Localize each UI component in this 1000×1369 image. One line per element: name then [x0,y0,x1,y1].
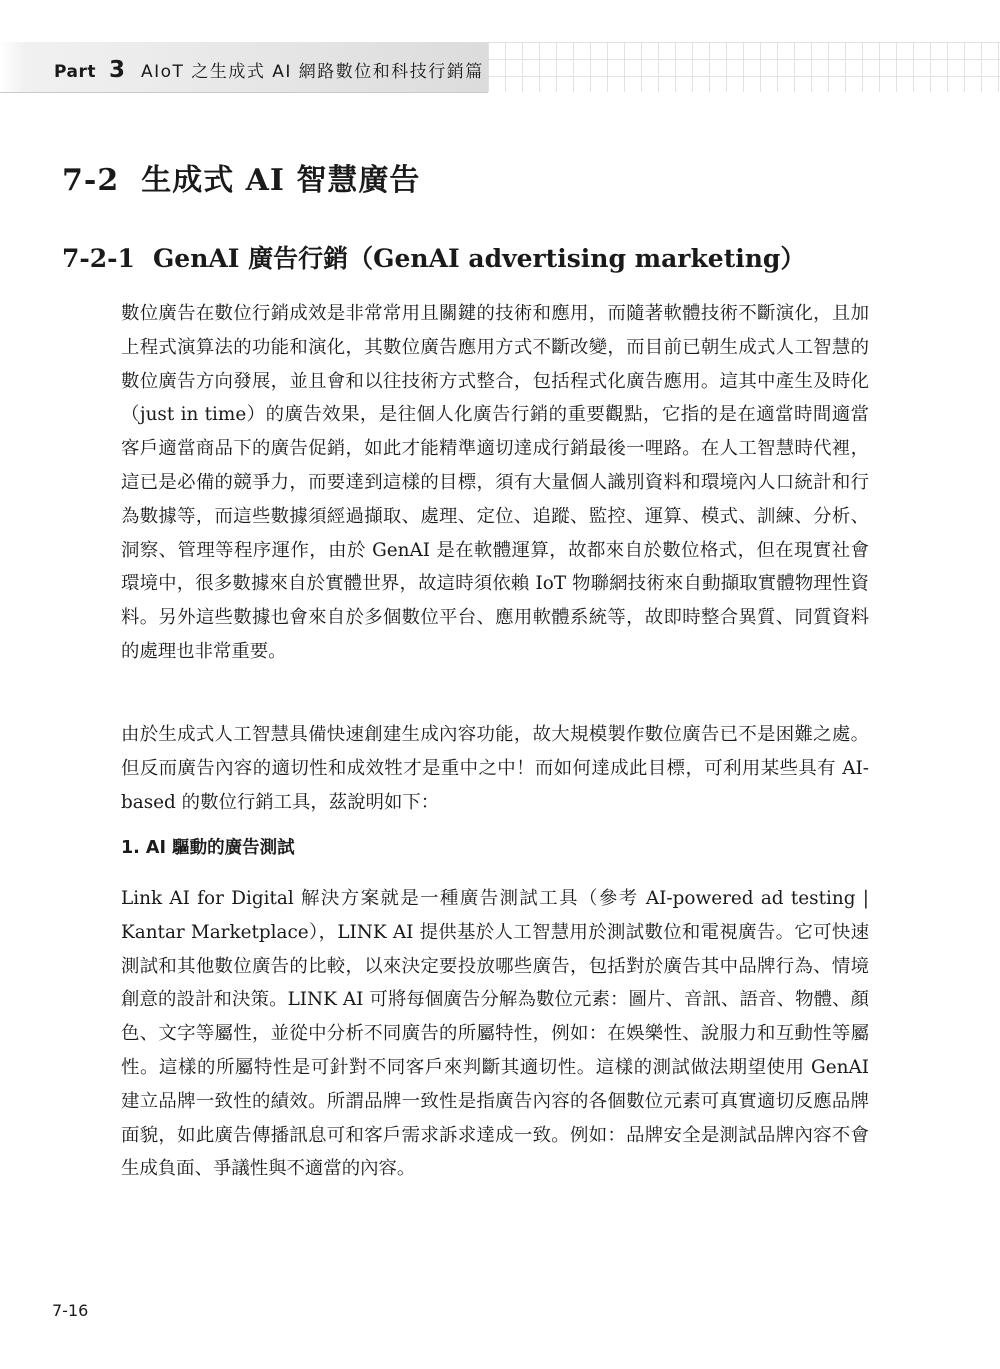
list-item-heading: 1. AI 驅動的廣告測試 [121,838,295,858]
body-paragraph-3: Link AI for Digital 解決方案就是一種廣告測試工具（參考 AI-powered ad testing | Kantar Marketplace），LINK AI 提供基於人工智慧用於測試數位和電視廣告。它可快速測試和其他數位廣告的比較，以來決定要投放哪些廣告，包括對於廣告其中品牌行為、情境創意的設計和決策。LINK AI 可將每個廣告分解為數位元素：圖片、音訊、語音、物體、顏色、文字等屬性，並從中分析不同廣告的所屬特性，例如：在娛樂性、說服力和互動性等屬性。這樣的所屬特性是可針對不同客戶來判斷其適切性。這樣的測試做法期望使用 GenAI 建立品牌一致性的績效。所謂品牌一致性是指廣告內容的各個數位元素可真實適切反應品牌面貌，如此廣告傳播訊息可和客戶需求訴求達成一致。例如：品牌安全是測試品牌內容不會生成負面、爭議性與不適當的內容。 [121,888,869,1180]
section-number: 7-2 [62,163,120,198]
part-label: Part [54,62,96,82]
header-grid-pattern [488,42,1000,92]
section-heading [62,155,420,199]
running-header [54,57,484,83]
body-paragraph-1: 數位廣告在數位行銷成效是非常常用且關鍵的技術和應用，而隨著軟體技術不斷演化，且加上程式演算法的功能和演化，其數位廣告應用方式不斷改變，而目前已朝生成式人工智慧的數位廣告方向發展，並且會和以往技術方式整合，包括程式化廣告應用。這其中產生及時化（just in time）的廣告效果，是往個人化廣告行銷的重要觀點，它指的是在適當時間適當客戶適當商品下的廣告促銷，如此才能精準適切達成行銷最後一哩路。在人工智慧時代裡，這已是必備的競爭力，而要達到這樣的目標，須有大量個人識別資料和環境內人口統計和行為數據等，而這些數據須經過擷取、處理、定位、追蹤、監控、運算、模式、訓練、分析、洞察、管理等程序運作，由於 GenAI 是在軟體運算，故都來自於數位格式，但在現實社會環境中，很多數據來自於實體世界，故這時須依賴 IoT 物聯網技術來自動擷取實體物理性資料。另外這些數據也會來自於多個數位平台、應用軟體系統等，故即時整合異質、同質資料的處理也非常重要。 [121,303,869,662]
subsection-number: 7-2-1 [62,244,135,273]
body-paragraph-2: 由於生成式人工智慧具備快速創建生成內容功能，故大規模製作數位廣告已不是困難之處。但反而廣告內容的適切性和成效牲才是重中之中！而如何達成此目標，可利用某些具有 AI-based 的數位行銷工具，茲說明如下： [121,724,869,813]
running-header-title: AIoT 之生成式 AI 網路數位和科技行銷篇 [141,62,484,82]
section-title: 生成式 AI 智慧廣告 [141,163,421,198]
subsection-title: GenAI 廣告行銷（GenAI advertising marketing） [152,244,806,273]
page-number: 7-16 [52,1301,89,1320]
subsection-heading [62,239,805,275]
part-number: 3 [109,57,126,83]
